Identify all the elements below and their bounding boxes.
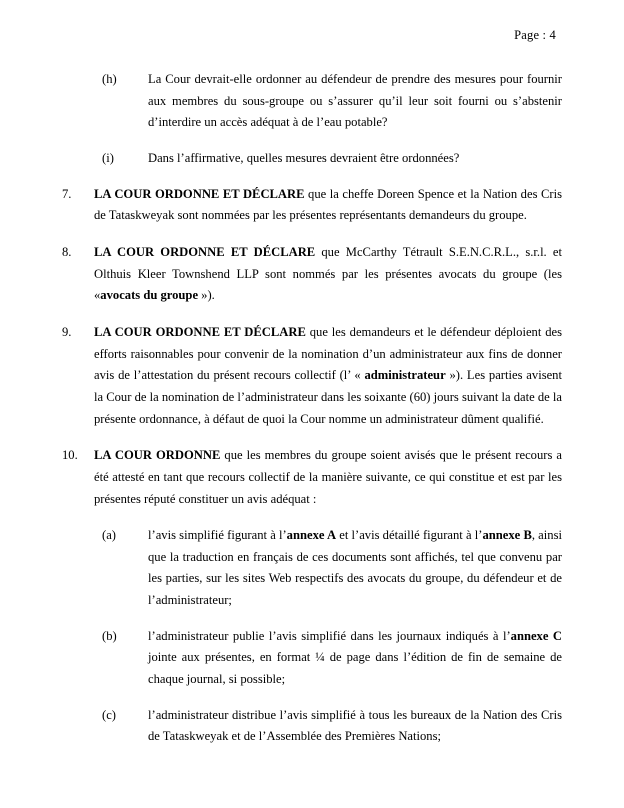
plain-text: l’administrateur distribue l’avis simplifié à tous les bureaux de la Nation des Cris de Tataskweyak et de l’Assemblée des Premières Nations; [148,707,562,744]
plain-text: La Cour devrait-elle ordonner au défendeur de prendre des mesures pour fournir aux membres du sous-groupe ou s’assurer qu’il leur soit fourni ou s’abstenir d’interdire un accès adéquat à de l’eau potable? [148,72,562,130]
clause-text [148,626,562,691]
numbered-clause-item [62,184,562,227]
document-body [62,69,562,748]
plain-text: que les demandeurs et le défendeur déploient des efforts raisonnables pour convenir de la nomination d’un administrateur aux fins de donner avis de l’attestation du présent recours collectif (l’ « [94,324,562,383]
emphasis-text: LA COUR ORDONNE ET DÉCLARE [94,244,316,259]
clause-text [148,705,562,748]
plain-text: et l’avis détaillé figurant à l’ [336,528,483,543]
page-number-header: Page : 4 [514,28,556,42]
clause-label: 9. [62,324,72,339]
emphasis-text: LA COUR ORDONNE [94,448,221,463]
clause-text [148,525,562,612]
emphasis-text: annexe C [510,628,562,643]
numbered-clause-item [62,322,562,430]
clause-label: 7. [62,186,72,201]
plain-text: que McCarthy Tétrault S.E.N.C.R.L., s.r.l. et Olthuis Kleer Townshend LLP sont nommés par les présentes avocats du groupe (les « [94,244,562,303]
sub-clause-item [62,525,562,612]
clause-text [148,148,562,170]
sub-clause-item [62,705,562,748]
emphasis-text: LA COUR ORDONNE ET DÉCLARE [94,324,306,339]
plain-text: »). [198,288,215,303]
plain-text: que les membres du groupe soient avisés que le présent recours a été attesté en tant que recours collectif de la manière suivante, ce qui constitue et est par les présentes réputé constituer un avis adéquat : [94,448,562,506]
plain-text: l’avis simplifié figurant à l’ [148,528,287,543]
emphasis-text: administrateur [360,368,446,383]
plain-text: »). Les parties avisent la Cour de la nomination de l’administrateur dans les soixante (60) jours suivant la date de la présente ordonnance, à défaut de quoi la Cour nomme un administrateur dûment qualifié. [94,368,562,426]
sub-clause-item [62,69,562,134]
clause-text [94,242,562,307]
clause-label: 8. [62,244,72,259]
plain-text: , ainsi que la traduction en français de ces documents sont affichés, tel que convenu par les parties, sur les sites Web respectifs des avocats du groupe, du défendeur et de l’administrateur; [148,528,562,608]
numbered-clause-item [62,445,562,510]
emphasis-text: LA COUR ORDONNE ET DÉCLARE [94,186,305,201]
clause-text [94,322,562,430]
plain-text: l’administrateur publie l’avis simplifié dans les journaux indiqués à l’ [148,628,511,643]
emphasis-text: annexe A [286,528,337,543]
clause-label: (h) [102,72,117,86]
emphasis-text: annexe B [482,528,532,543]
emphasis-text: avocats du groupe [100,288,199,303]
clause-label: (a) [102,528,116,543]
clause-label: (b) [102,628,117,643]
sub-clause-item [62,626,562,691]
plain-text: jointe aux présentes, en format ¼ de page dans l’édition de fin de semaine de chaque journal, si possible; [148,650,562,687]
plain-text: Dans l’affirmative, quelles mesures devraient être ordonnées? [148,150,460,165]
plain-text: que la cheffe Doreen Spence et la Nation des Cris de Tataskweyak sont nommées par les présentes représentants demandeurs du groupe. [94,186,562,223]
numbered-clause-item [62,242,562,307]
clause-label: 10. [62,448,78,463]
clause-label: (c) [102,707,116,722]
clause-label: (i) [102,150,114,165]
sub-clause-item [62,148,562,170]
clause-text [94,184,562,227]
clause-text [94,445,562,510]
clause-text [148,69,562,134]
